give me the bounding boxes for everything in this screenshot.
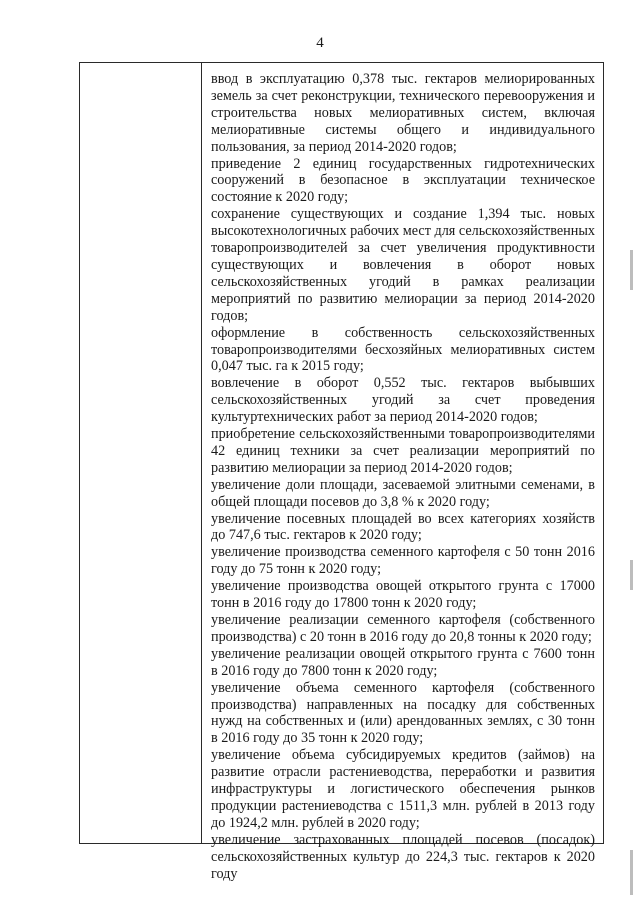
indicator-item: увеличение доли площади, засеваемой элитными семенами, в общей площади посевов до 3,8 % к 2020 году; xyxy=(211,476,595,510)
scan-edge-mark xyxy=(630,850,633,895)
table-column-divider xyxy=(201,63,202,843)
indicator-item: увеличение объема субсидируемых кредитов (займов) на развитие отрасли растениеводства, переработки и развития инфраструктуры и логистического обеспечения рынков продукции растениеводства с 1511,3 млн. рублей в 2013 году до 1924,2 млн. рублей в 2020 году; xyxy=(211,747,595,831)
scan-edge-mark xyxy=(630,250,633,290)
indicator-item: увеличение посевных площадей во всех категориях хозяйств до 747,6 тыс. гектаров к 2020 году; xyxy=(211,510,595,544)
indicator-item: приобретение сельскохозяйственными товаропроизводителями 42 единиц техники за счет реализации мероприятий по развитию мелиорации за период 2014-2020 годов; xyxy=(211,426,595,476)
indicators-table xyxy=(79,62,604,882)
indicator-item: ввод в эксплуатацию 0,378 тыс. гектаров мелиорированных земель за счет реконструкции, технического перевооружения и строительства новых мелиоративных систем, включая мелиоративные системы общего и индивидуального пользования, за период 2014-2020 годов; xyxy=(211,71,595,155)
indicator-item: увеличение реализации овощей открытого грунта с 7600 тонн в 2016 году до 7800 тонн к 2020 году; xyxy=(211,645,595,679)
indicator-item: сохранение существующих и создание 1,394 тыс. новых высокотехнологичных рабочих мест для сельскохозяйственных товаропроизводителей за счет увеличения продуктивности существующих и вовлечения в оборот новых сельскохозяйственных угодий в рамках реализации мероприятий по развитию мелиорации за период 2014-2020 годов; xyxy=(211,206,595,324)
indicator-item: приведение 2 единиц государственных гидротехнических сооружений в безопасное в эксплуатации техническое состояние к 2020 году; xyxy=(211,155,595,206)
indicator-item: увеличение реализации семенного картофеля (собственного производства) с 20 тонн в 2016 году до 20,8 тонны к 2020 году; xyxy=(211,612,595,645)
indicator-item: увеличение производства овощей открытого грунта с 17000 тонн в 2016 году до 17800 тонн к 2020 году; xyxy=(211,578,595,612)
indicator-item: увеличение производства семенного картофеля с 50 тонн 2016 году до 75 тонн к 2020 году; xyxy=(211,544,595,578)
page-number: 4 xyxy=(316,35,324,51)
indicator-item: увеличение застрахованных площадей посевов (посадок) сельскохозяйственных культур до 224,3 тыс. гектаров к 2020 году xyxy=(211,831,595,882)
indicator-item: оформление в собственность сельскохозяйственных товаропроизводителями бесхозяйных мелиоративных систем 0,047 тыс. га к 2015 году; xyxy=(211,324,595,375)
table-left-cell xyxy=(80,63,201,843)
scan-edge-mark xyxy=(630,560,633,590)
indicator-item: вовлечение в оборот 0,552 тыс. гектаров выбывших сельскохозяйственных угодий за счет проведения культуртехнических работ за период 2014-2020 годов; xyxy=(211,375,595,426)
indicator-item: увеличение объема семенного картофеля (собственного производства) направленных на посадку для собственных нужд на собственных и (или) арендованных землях, с 30 тонн в 2016 году до 35 тонн к 2020 году; xyxy=(211,679,595,747)
table-right-cell xyxy=(211,71,595,883)
